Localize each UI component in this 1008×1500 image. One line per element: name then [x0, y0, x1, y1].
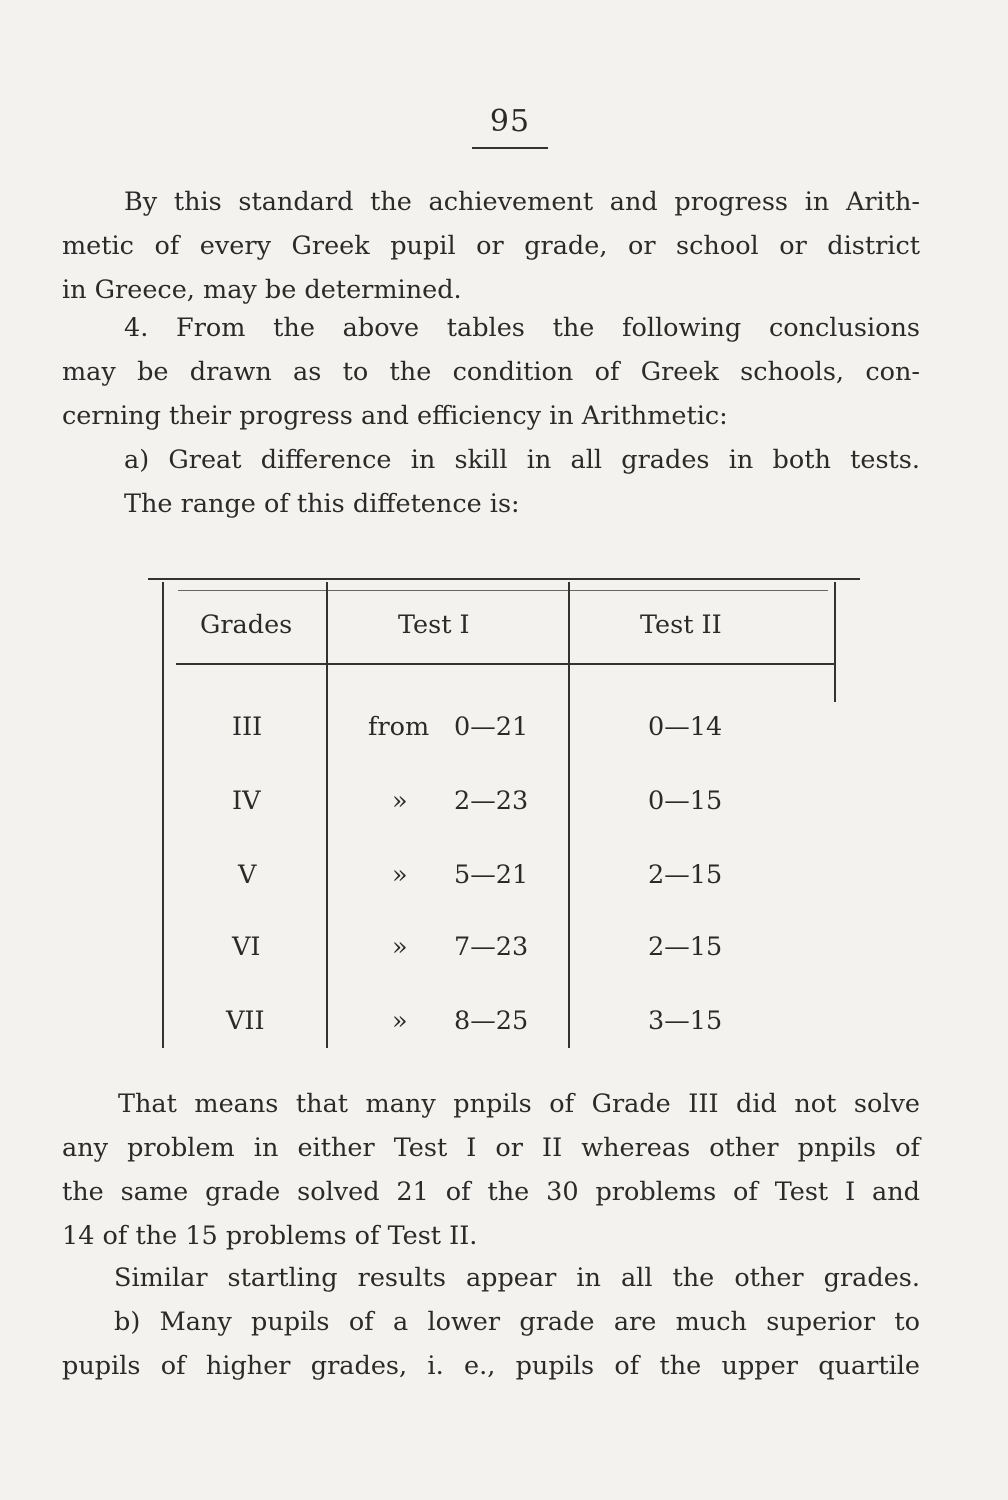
text-line: 4. From the above tables the following conclusions	[124, 313, 920, 343]
text-line: That means that many pnpils of Grade III did not solve	[118, 1089, 920, 1119]
prefix-cell: from	[368, 712, 430, 742]
text-line: may be drawn as to the condition of Greek schools, con-	[62, 357, 920, 387]
range-table	[148, 568, 860, 1048]
text-line: b) Many pupils of a lower grade are much superior to	[114, 1307, 920, 1337]
test1-cell: 7—23	[454, 932, 529, 962]
intro-paragraph	[62, 180, 920, 312]
conclusions-paragraph	[62, 306, 920, 526]
text-line: a) Great difference in skill in all grades in both tests.	[124, 445, 920, 475]
test2-cell: 0—14	[648, 712, 723, 742]
grade-cell: V	[238, 860, 257, 890]
text-line: By this standard the achievement and progress in Arith-	[124, 187, 920, 217]
prefix-cell: »	[392, 1006, 408, 1036]
prefix-cell: »	[392, 786, 408, 816]
header-test-1: Test I	[398, 610, 470, 640]
table-divider-2	[568, 582, 570, 1048]
page-number-rule	[472, 147, 548, 149]
table-border-right	[834, 582, 836, 702]
test1-cell: 5—21	[454, 860, 529, 890]
test2-cell: 2—15	[648, 932, 723, 962]
test1-cell: 8—25	[454, 1006, 529, 1036]
text-line: any problem in either Test I or II whereas other pnpils of	[62, 1133, 920, 1163]
text-line: in Greece, may be determined.	[62, 275, 462, 305]
grade-cell: III	[232, 712, 263, 742]
text-line: 14 of the 15 problems of Test II.	[62, 1221, 478, 1251]
header-test-2: Test II	[640, 610, 722, 640]
test2-cell: 2—15	[648, 860, 723, 890]
page-number: 95	[489, 104, 531, 139]
grade-cell: IV	[232, 786, 261, 816]
pupils-paragraph	[62, 1300, 920, 1388]
prefix-cell: »	[392, 860, 408, 890]
grade-cell: VI	[232, 932, 261, 962]
test1-cell: 0—21	[454, 712, 529, 742]
table-divider-1	[326, 582, 328, 1048]
grade-cell: VII	[226, 1006, 265, 1036]
test2-cell: 3—15	[648, 1006, 723, 1036]
table-top-rule-inner	[178, 590, 828, 591]
table-border-left	[162, 582, 164, 1048]
table-top-rule	[148, 578, 860, 580]
prefix-cell: »	[392, 932, 408, 962]
meaning-paragraph	[62, 1082, 920, 1258]
text-line: metic of every Greek pupil or grade, or school or district	[62, 231, 920, 261]
text-line: The range of this diffetence is:	[124, 489, 520, 519]
test1-cell: 2—23	[454, 786, 529, 816]
text-line: cerning their progress and efficiency in Arithmetic:	[62, 401, 728, 431]
text-line: Similar startling results appear in all the other grades.	[114, 1263, 920, 1293]
text-line: pupils of higher grades, i. e., pupils of the upper quartile	[62, 1351, 920, 1381]
text-line: the same grade solved 21 of the 30 problems of Test I and	[62, 1177, 920, 1207]
table-header-rule	[176, 663, 836, 665]
header-grades: Grades	[200, 610, 293, 640]
test2-cell: 0—15	[648, 786, 723, 816]
similar-paragraph	[62, 1256, 920, 1300]
